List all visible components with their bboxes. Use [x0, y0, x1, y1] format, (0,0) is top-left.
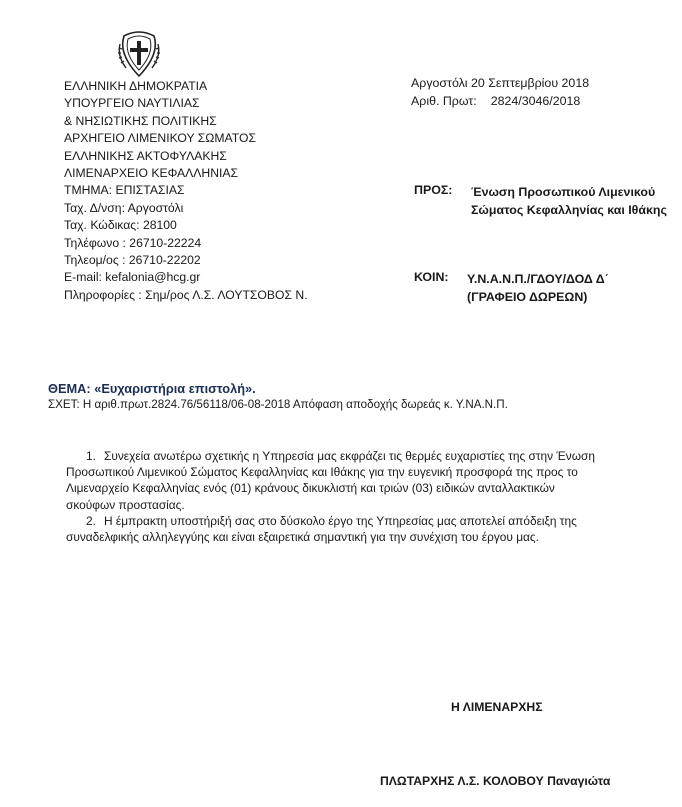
sender-line: Ταχ. Δ/νση: Αργοστόλι	[64, 200, 184, 215]
paragraph-line: Λιμεναρχείο Κεφαλληνίας ενός (01) κράνους δικυκλιστή και τριών (03) ειδικών ανταλλακτικών	[66, 481, 555, 496]
sender-line: Τηλέφωνο : 26710-22224	[64, 235, 202, 250]
sender-line: ΑΡΧΗΓΕΙΟ ΛΙΜΕΝΙΚΟΥ ΣΩΜΑΤΟΣ	[64, 131, 256, 146]
to-recipient	[471, 183, 667, 219]
paragraph-number: 2.	[86, 513, 96, 528]
paragraph-line: σκούφων προστασίας.	[66, 497, 185, 512]
sender-line: ΛΙΜΕΝΑΡΧΕΙΟ ΚΕΦΑΛΛΗΝΙΑΣ	[64, 166, 239, 181]
sender-line: ΕΛΛΗΝΙΚΗΣ ΑΚΤΟΦΥΛΑΚΗΣ	[64, 148, 227, 163]
sender-line: E-mail: kefalonia@hcg.gr	[64, 270, 201, 285]
cc-recipient	[467, 270, 609, 306]
greek-coat-of-arms-icon	[116, 30, 162, 78]
sender-line: ΕΛΛΗΝΙΚΗ ΔΗΜΟΚΡΑΤΙΑ	[64, 79, 208, 93]
cc-line: Υ.Ν.Α.Ν.Π./ΓΔΟΥ/ΔΟΔ Δ΄	[467, 272, 609, 286]
letter-body	[66, 448, 682, 545]
paragraph-line: Προσωπικού Λιμενικού Σώματος Κεφαλληνίας και Ιθάκης για την ευγενική προσφορά της προς το	[66, 465, 578, 480]
signatory-title: Η ΛΙΜΕΝΑΡΧΗΣ	[451, 700, 543, 714]
cc-line: (ΓΡΑΦΕΙΟ ΔΩΡΕΩΝ)	[467, 290, 588, 304]
to-line: Ένωση Προσωπικού Λιμενικού	[471, 185, 656, 199]
date-protocol-block	[411, 74, 589, 110]
sender-line: ΤΜΗΜΑ: ΕΠΙΣΤΑΣΙΑΣ	[64, 183, 185, 198]
paragraph-line: συναδελφικής αλληλεγγύης και είναι εξαιρετικά σημαντική για την συνέχιση του έργου μας.	[66, 530, 539, 545]
paragraph-1	[86, 448, 682, 464]
related-reference: ΣΧΕΤ: Η αριθ.πρωτ.2824.76/56118/06-08-2018 Απόφαση αποδοχής δωρεάς κ. Υ.ΝΑ.Ν.Π.	[48, 398, 508, 411]
sender-block	[64, 78, 308, 304]
sender-line: Τηλεομ/ος : 26710-22202	[64, 253, 201, 268]
sender-line: & ΝΗΣΙΩΤΙΚΗΣ ΠΟΛΙΤΙΚΗΣ	[64, 113, 217, 128]
protocol-value: 2824/3046/2018	[490, 94, 581, 108]
cc-label: ΚΟΙΝ:	[414, 270, 449, 284]
paragraph-number: 1.	[86, 449, 96, 463]
paragraph-1-continuation	[66, 464, 682, 513]
paragraph-2-continuation	[66, 529, 682, 545]
subject-line: ΘΕΜΑ: «Ευχαριστήρια επιστολή».	[48, 381, 256, 396]
protocol-number	[411, 92, 589, 110]
sender-line: ΥΠΟΥΡΓΕΙΟ ΝΑΥΤΙΛΙΑΣ	[64, 96, 200, 111]
document-date: Αργοστόλι 20 Σεπτεμβρίου 2018	[411, 76, 590, 90]
paragraph-line: Συνεχεία ανωτέρω σχετικής η Υπηρεσία μας εκφράζει τις θερμές ευχαριστίες της στην Ένωση	[104, 449, 595, 463]
sender-line: Πληροφορίες : Σημ/ρος Λ.Σ. ΛΟΥΤΣΟΒΟΣ Ν.	[64, 287, 308, 302]
protocol-label: Αριθ. Πρωτ:	[411, 94, 477, 108]
to-label: ΠΡΟΣ:	[414, 183, 453, 197]
paragraph-2	[86, 513, 682, 529]
paragraph-line: Η έμπρακτη υποστήριξή σας στο δύσκολο έργο της Υπηρεσίας μας αποτελεί απόδειξη της	[104, 513, 577, 528]
to-line: Σώματος Κεφαλληνίας και Ιθάκης	[471, 203, 667, 217]
signatory-name: ΠΛΩΤΑΡΧΗΣ Λ.Σ. ΚΟΛΟΒΟΥ Παναγιώτα	[380, 774, 611, 788]
sender-line: Ταχ. Κώδικας: 28100	[64, 218, 177, 233]
